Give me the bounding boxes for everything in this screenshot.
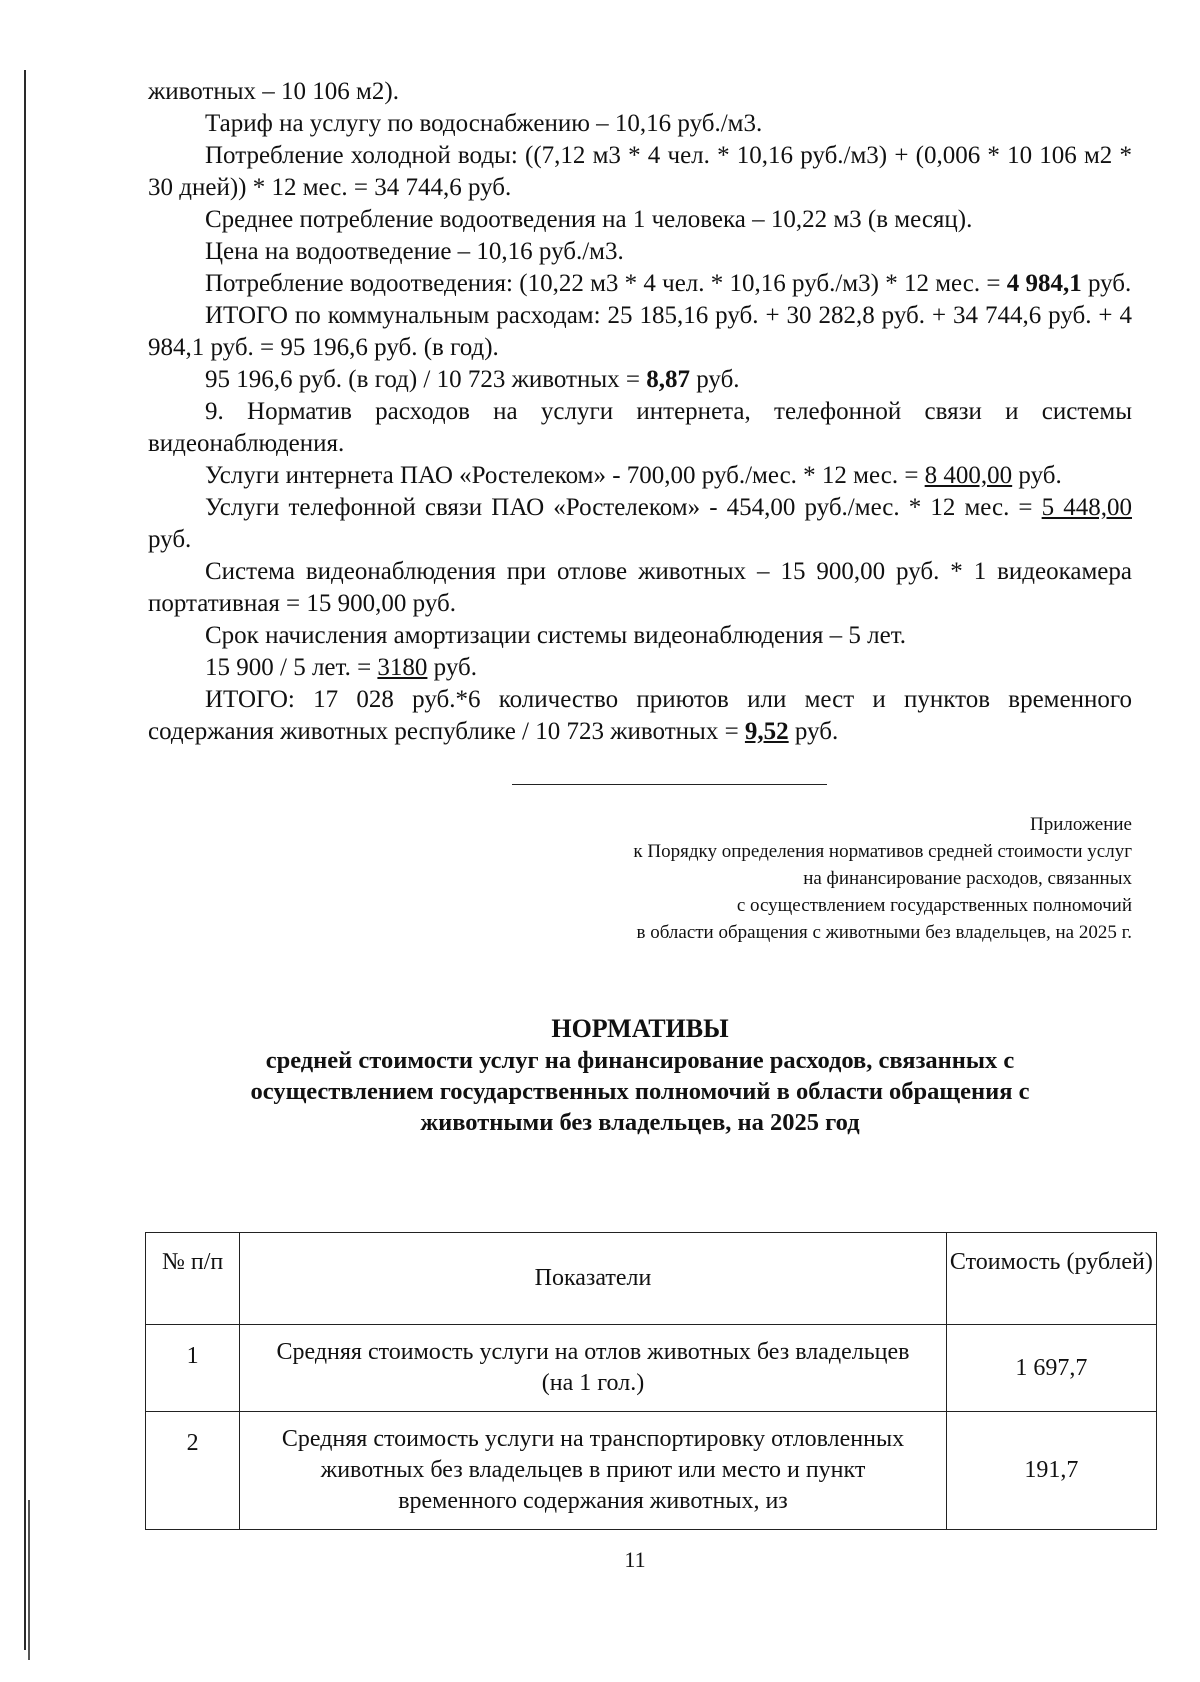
text-span: Потребление водоотведения: (10,22 м3 * 4 чел. * 10,16 руб./м3) * 12 мес. = <box>205 270 1007 297</box>
text-paragraph: ИТОГО по коммунальным расходам: 25 185,16 руб. + 30 282,8 руб. + 34 744,6 руб. + 4 984,1 руб. = 95 196,6 руб. (в год). <box>148 302 1132 361</box>
text-paragraph: Система видеонаблюдения при отлове животных – 15 900,00 руб. * 1 видеокамера портативная = 15 900,00 руб. <box>148 558 1132 617</box>
table-row <box>146 1412 1157 1530</box>
row-cost: 191,7 <box>946 1412 1156 1530</box>
bold-underlined-value: 9,52 <box>744 718 789 745</box>
text-line <box>148 652 1132 684</box>
text-span: 15 900 / 5 лет. = <box>205 654 378 681</box>
table-row <box>146 1325 1157 1412</box>
appendix-block <box>148 811 1132 946</box>
text-paragraph <box>148 492 1132 556</box>
text-line: Срок начисления амортизации системы видеонаблюдения – 5 лет. <box>205 622 907 649</box>
underlined-value: 5 448,00 <box>1041 494 1132 521</box>
header-indicator: Показатели <box>240 1233 947 1325</box>
text-paragraph: Потребление холодной воды: ((7,12 м3 * 4 чел. * 10,16 руб./м3) + (0,006 * 10 106 м2 * 30 дней)) * 12 мес. = 34 744,6 руб. <box>148 142 1132 201</box>
page-number: 11 <box>624 1547 646 1572</box>
bold-value: 4 984,1 <box>1006 270 1082 297</box>
text-span: Услуги телефонной связи ПАО «Ростелеком» - 454,00 руб./мес. * 12 мес. = <box>205 494 1042 521</box>
appendix-line: на финансирование расходов, связанных <box>803 868 1132 889</box>
appendix-line: Приложение <box>1030 814 1132 835</box>
text-span: руб. <box>788 718 839 745</box>
scan-edge-line-lower <box>28 1500 30 1660</box>
row-cost: 1 697,7 <box>946 1325 1156 1412</box>
text-span: руб. <box>1012 462 1062 489</box>
section-heading-9: 9. Норматив расходов на услуги интернета, телефонной связи и системы видеонаблюдения. <box>148 398 1132 457</box>
row-num: 1 <box>146 1325 240 1412</box>
text-span: Услуги интернета ПАО «Ростелеком» - 700,00 руб./мес. * 12 мес. = <box>205 462 925 489</box>
row-indicator: Средняя стоимость услуги на транспортировку отловленных животных без владельцев в приют или место и пункт временного содержания животных, из <box>240 1412 947 1530</box>
row-num: 2 <box>146 1412 240 1530</box>
header-num: № п/п <box>146 1233 240 1325</box>
text-line: Цена на водоотведение – 10,16 руб./м3. <box>205 238 624 265</box>
text-span: руб. <box>1081 270 1132 297</box>
norms-table <box>145 1232 1157 1530</box>
document-subtitle: средней стоимости услуг на финансирование расходов, связанных с осуществлением государственных полномочий в области обращения с животными без владельцев, на 2025 год <box>250 1047 1030 1136</box>
appendix-line: с осуществлением государственных полномочий <box>736 895 1132 916</box>
text-span: руб. <box>690 366 740 393</box>
text-line: животных – 10 106 м2). <box>148 78 399 105</box>
text-span: руб. <box>427 654 477 681</box>
row-indicator: Средняя стоимость услуги на отлов животных без владельцев (на 1 гол.) <box>240 1325 947 1412</box>
text-line: Среднее потребление водоотведения на 1 человека – 10,22 м3 (в месяц). <box>205 206 973 233</box>
appendix-line: в области обращения с животными без владельцев, на 2025 г. <box>636 922 1132 943</box>
separator-line <box>512 784 827 785</box>
underlined-value: 8 400,00 <box>924 462 1013 489</box>
text-span: 95 196,6 руб. (в год) / 10 723 животных = <box>205 366 647 393</box>
text-paragraph <box>148 268 1132 300</box>
text-paragraph <box>148 684 1132 748</box>
text-span: руб. <box>148 526 192 553</box>
bold-value: 8,87 <box>646 366 690 393</box>
document-page <box>148 76 1132 1138</box>
text-line <box>148 364 1132 396</box>
text-span: ИТОГО: 17 028 руб.*6 количество приютов или мест и пунктов временного содержания животных республике / 10 723 животных = <box>148 686 1132 745</box>
scan-edge-line <box>24 70 26 1650</box>
table-header-row <box>146 1233 1157 1325</box>
text-paragraph <box>148 460 1132 492</box>
text-line: Тариф на услугу по водоснабжению – 10,16 руб./м3. <box>205 110 763 137</box>
appendix-line: к Порядку определения нормативов средней стоимости услуг <box>633 841 1132 862</box>
header-cost: Стоимость (рублей) <box>946 1233 1156 1325</box>
underlined-value: 3180 <box>377 654 428 681</box>
document-title: НОРМАТИВЫ <box>551 1014 729 1043</box>
